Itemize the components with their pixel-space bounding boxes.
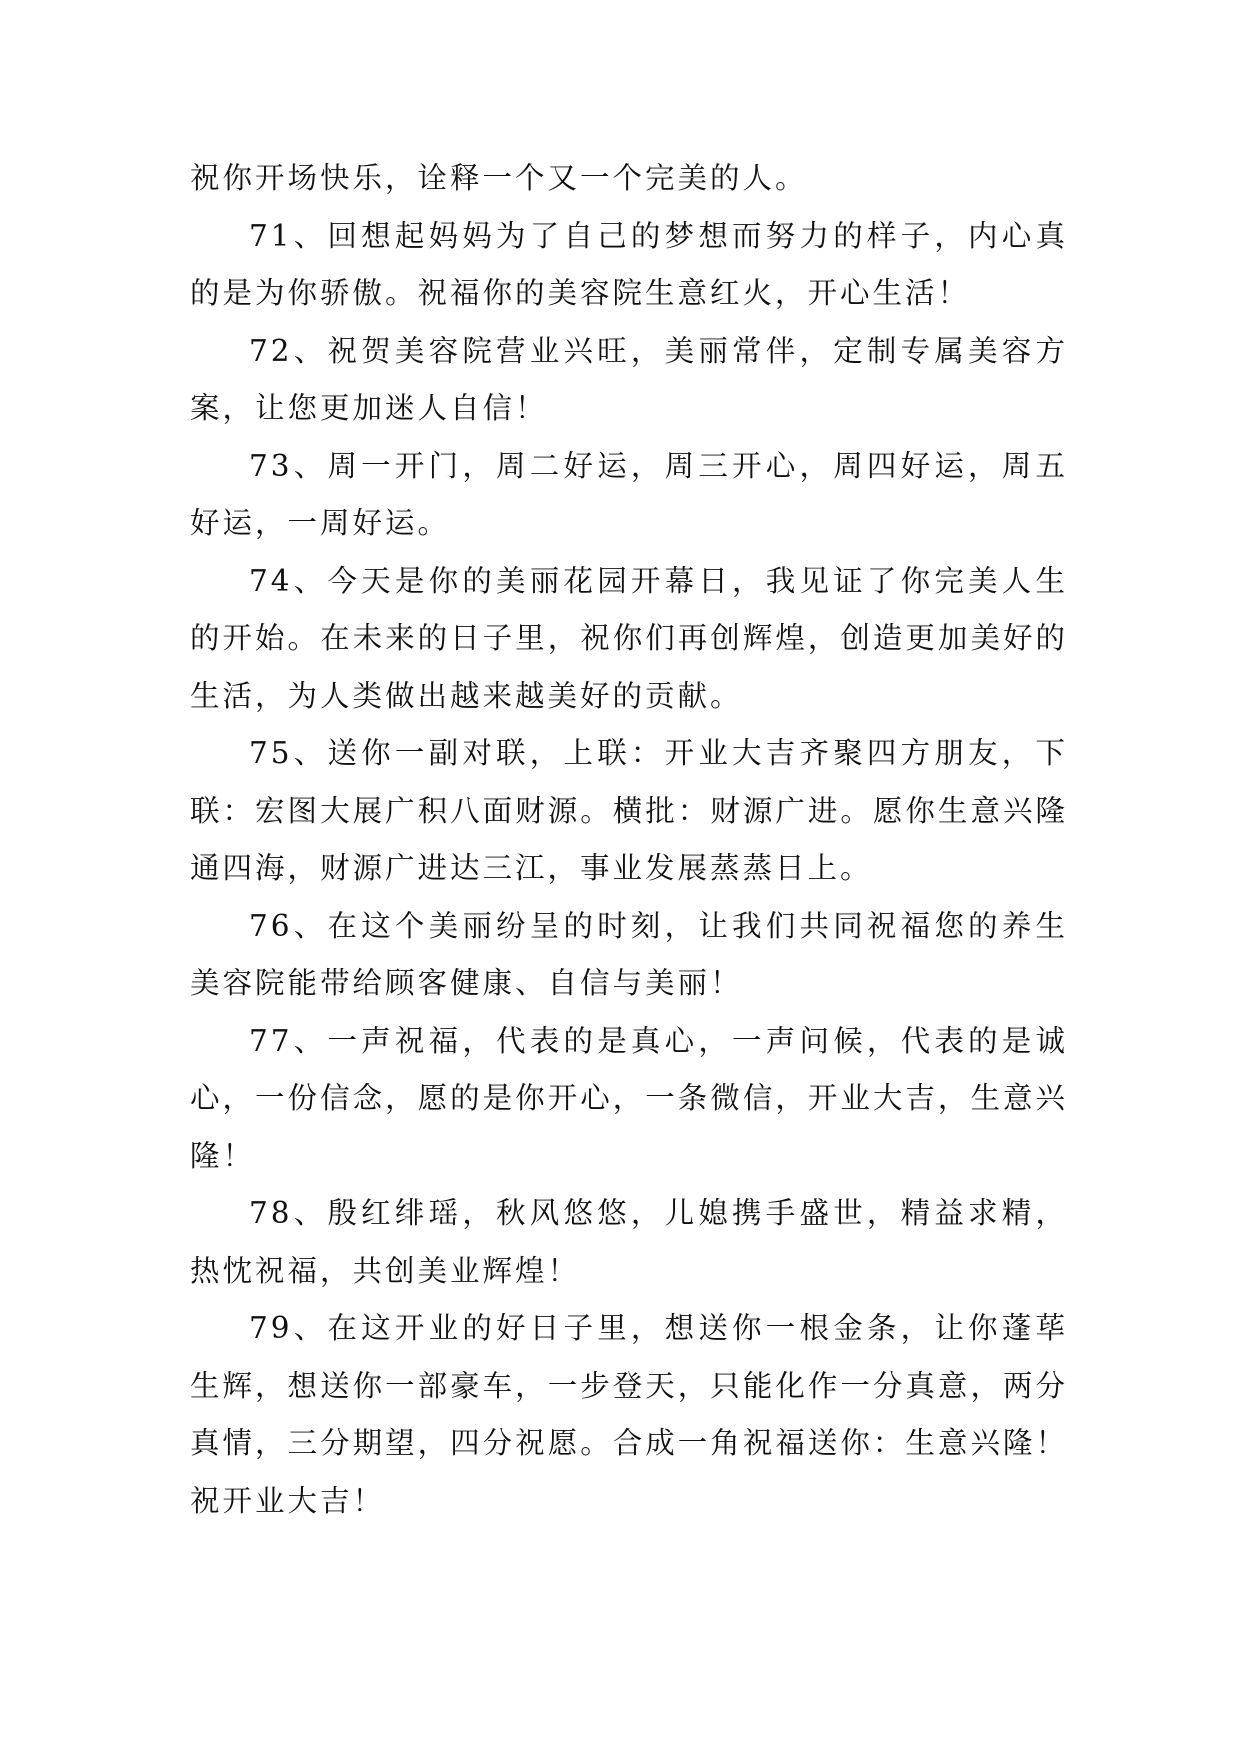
paragraph-71: 71、回想起妈妈为了自己的梦想而努力的样子，内心真的是为你骄傲。祝福你的美容院生意红火，开心生活！ — [190, 218, 1068, 310]
paragraph-continued: 祝你开场快乐，诠释一个又一个完美的人。 — [190, 161, 808, 195]
paragraph-73: 73、周一开门，周二好运，周三开心，周四好运，周五好运，一周好运。 — [190, 448, 1068, 540]
paragraph-74: 74、今天是你的美丽花园开幕日，我见证了你完美人生的开始。在未来的日子里，祝你们再创辉煌，创造更加美好的生活，为人类做出越来越美好的贡献。 — [190, 563, 1068, 713]
paragraph-72: 72、祝贺美容院营业兴旺，美丽常伴，定制专属美容方案，让您更加迷人自信！ — [190, 333, 1068, 425]
paragraph-76: 76、在这个美丽纷呈的时刻，让我们共同祝福您的养生美容院能带给顾客健康、自信与美丽！ — [190, 908, 1068, 1000]
paragraph-75: 75、送你一副对联，上联：开业大吉齐聚四方朋友，下联：宏图大展广积八面财源。横批：财源广进。愿你生意兴隆通四海，财源广进达三江，事业发展蒸蒸日上。 — [190, 736, 1068, 885]
paragraph-78: 78、殷红绯瑶，秋风悠悠，儿媳携手盛世，精益求精，热忱祝福，共创美业辉煌！ — [190, 1196, 1068, 1288]
paragraph-77: 77、一声祝福，代表的是真心，一声问候，代表的是诚心，一份信念，愿的是你开心，一条微信，开业大吉，生意兴隆！ — [190, 1023, 1068, 1173]
paragraph-79: 79、在这开业的好日子里，想送你一根金条，让你蓬荜生辉，想送你一部豪车，一步登天，只能化作一分真意，两分真情，三分期望，四分祝愿。合成一角祝福送你：生意兴隆！祝开业大吉！ — [190, 1311, 1068, 1518]
document-body — [190, 150, 1068, 1530]
